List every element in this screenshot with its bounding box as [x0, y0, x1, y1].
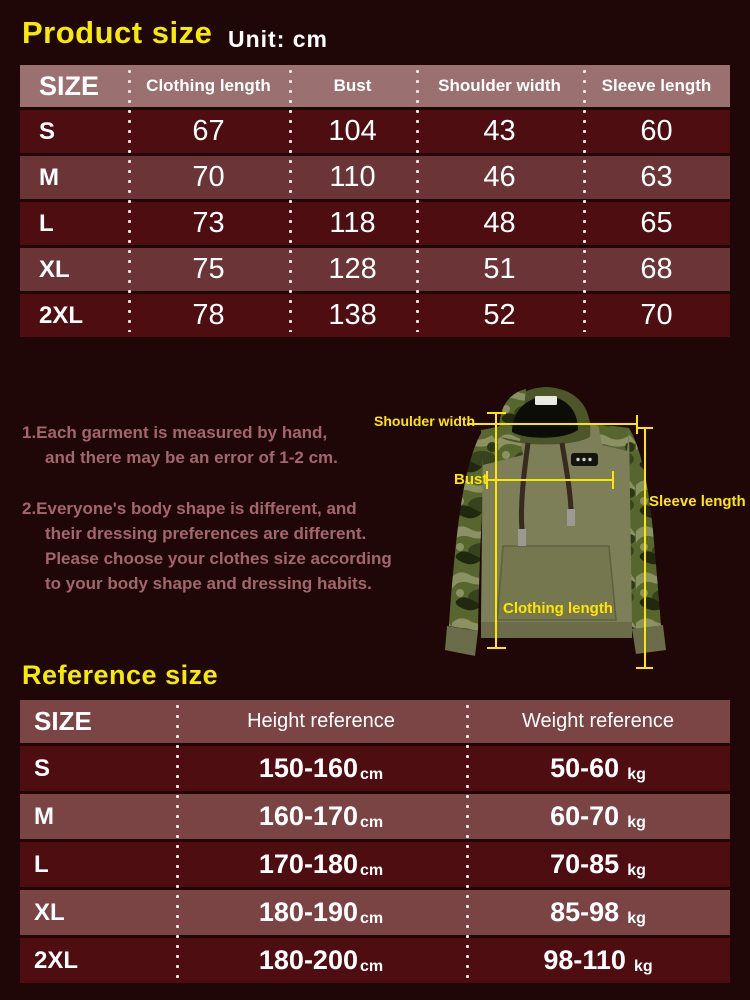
weight-cell: [466, 794, 730, 839]
column-divider: [416, 70, 419, 332]
height-range: 180-200: [258, 945, 358, 975]
value-cell: 70: [640, 299, 673, 331]
table-row: [20, 202, 730, 245]
value-cell: 73: [192, 207, 225, 239]
note-line: their dressing preferences are different.: [45, 524, 367, 543]
weight-range: 60-70: [550, 801, 620, 831]
size-cell: S: [39, 117, 56, 145]
note-line: 2.Everyone's body shape is different, and: [22, 499, 357, 518]
size-cell: S: [34, 754, 51, 782]
column-divider: [176, 705, 179, 978]
size-cell: 2XL: [39, 301, 84, 329]
product-size-table: [20, 65, 730, 337]
table-row: [20, 294, 730, 337]
size-cell: M: [34, 802, 54, 830]
note-line: Please choose your clothes size according: [45, 549, 392, 568]
table-row: [20, 890, 730, 935]
height-range: 150-160: [258, 753, 358, 783]
weight-cell: [466, 938, 730, 983]
value-cell: 75: [192, 253, 225, 285]
height-unit: cm: [359, 910, 384, 927]
note-line: 1.Each garment is measured by hand,: [22, 423, 328, 442]
size-cell: M: [39, 163, 59, 191]
value-cell: 110: [329, 161, 376, 193]
value-cell: 128: [328, 253, 377, 285]
height-cell: [176, 842, 466, 887]
value-cell: 104: [328, 115, 377, 147]
value-cell: 67: [192, 115, 225, 147]
clothing-length-label: Clothing length: [503, 600, 613, 617]
value-cell: 48: [483, 207, 516, 239]
height-unit: cm: [359, 958, 384, 975]
neck-tag: [535, 396, 557, 405]
height-range: 170-180: [258, 849, 358, 879]
value-cell: 63: [640, 161, 673, 193]
reference-header-row: [20, 700, 730, 743]
sleeve-length-label: Sleeve length: [649, 493, 746, 510]
table-row: [20, 938, 730, 983]
value-cell: 65: [640, 207, 673, 239]
column-divider: [128, 70, 131, 332]
note-1: [22, 420, 338, 470]
column-divider: [289, 70, 292, 332]
value-cell: 46: [483, 161, 516, 193]
value-cell: 68: [640, 253, 673, 285]
page-title: Product size: [22, 15, 213, 50]
size-cell: L: [34, 850, 49, 878]
value-cell: 118: [329, 207, 376, 239]
weight-unit: kg: [633, 958, 653, 975]
height-range: 160-170: [258, 801, 358, 831]
column-header: Shoulder width: [438, 76, 561, 95]
table-row: [20, 794, 730, 839]
unit-label: Unit: cm: [228, 26, 328, 52]
size-cell: XL: [39, 255, 70, 283]
column-header: Sleeve length: [601, 76, 712, 95]
column-divider: [583, 70, 586, 332]
value-cell: 138: [328, 299, 377, 331]
weight-cell: [466, 890, 730, 935]
size-cell: XL: [34, 898, 65, 926]
value-cell: 60: [640, 115, 673, 147]
column-header: Weight reference: [522, 710, 674, 732]
height-cell: [176, 746, 466, 791]
weight-range: 70-85: [550, 849, 620, 879]
height-unit: cm: [359, 766, 384, 783]
height-cell: [176, 938, 466, 983]
note-line: to your body shape and dressing habits.: [45, 574, 372, 593]
column-header: Bust: [333, 76, 372, 95]
bust-label: Bust: [454, 471, 488, 488]
value-cell: 70: [192, 161, 225, 193]
weight-range: 85-98: [550, 897, 620, 927]
weight-cell: [466, 746, 730, 791]
product-table-header-row: [20, 65, 730, 107]
table-row: [20, 746, 730, 791]
weight-range: 50-60: [550, 753, 620, 783]
note-2: [22, 496, 392, 596]
weight-cell: [466, 842, 730, 887]
weight-unit: kg: [627, 862, 646, 879]
weight-unit: kg: [627, 910, 646, 927]
drawstring-tip: [518, 529, 526, 546]
shoulder-width-label: Shoulder width: [374, 413, 476, 429]
height-range: 180-190: [258, 897, 358, 927]
reference-title: Reference size: [22, 660, 219, 690]
column-header: Clothing length: [146, 76, 271, 95]
brand-patch: [571, 453, 598, 466]
height-unit: cm: [359, 814, 384, 831]
weight-unit: kg: [627, 814, 646, 831]
value-cell: 52: [483, 299, 516, 331]
column-divider: [466, 705, 469, 978]
size-cell: L: [39, 209, 54, 237]
height-unit: cm: [359, 862, 384, 879]
column-header: Height reference: [247, 710, 395, 732]
table-row: [20, 842, 730, 887]
value-cell: 43: [483, 115, 516, 147]
drawstring-tip: [567, 509, 575, 526]
table-row: [20, 248, 730, 291]
table-row: [20, 110, 730, 153]
value-cell: 78: [192, 299, 225, 331]
column-header: SIZE: [34, 706, 92, 736]
size-cell: 2XL: [34, 946, 79, 974]
column-header: SIZE: [39, 70, 100, 101]
weight-range: 98-110: [543, 945, 626, 975]
reference-size-table: [20, 700, 730, 983]
height-cell: [176, 794, 466, 839]
weight-unit: kg: [627, 766, 646, 783]
value-cell: 51: [483, 253, 516, 285]
note-line: and there may be an error of 1-2 cm.: [45, 448, 338, 467]
height-cell: [176, 890, 466, 935]
hoodie-hood: [499, 387, 590, 445]
table-row: [20, 156, 730, 199]
